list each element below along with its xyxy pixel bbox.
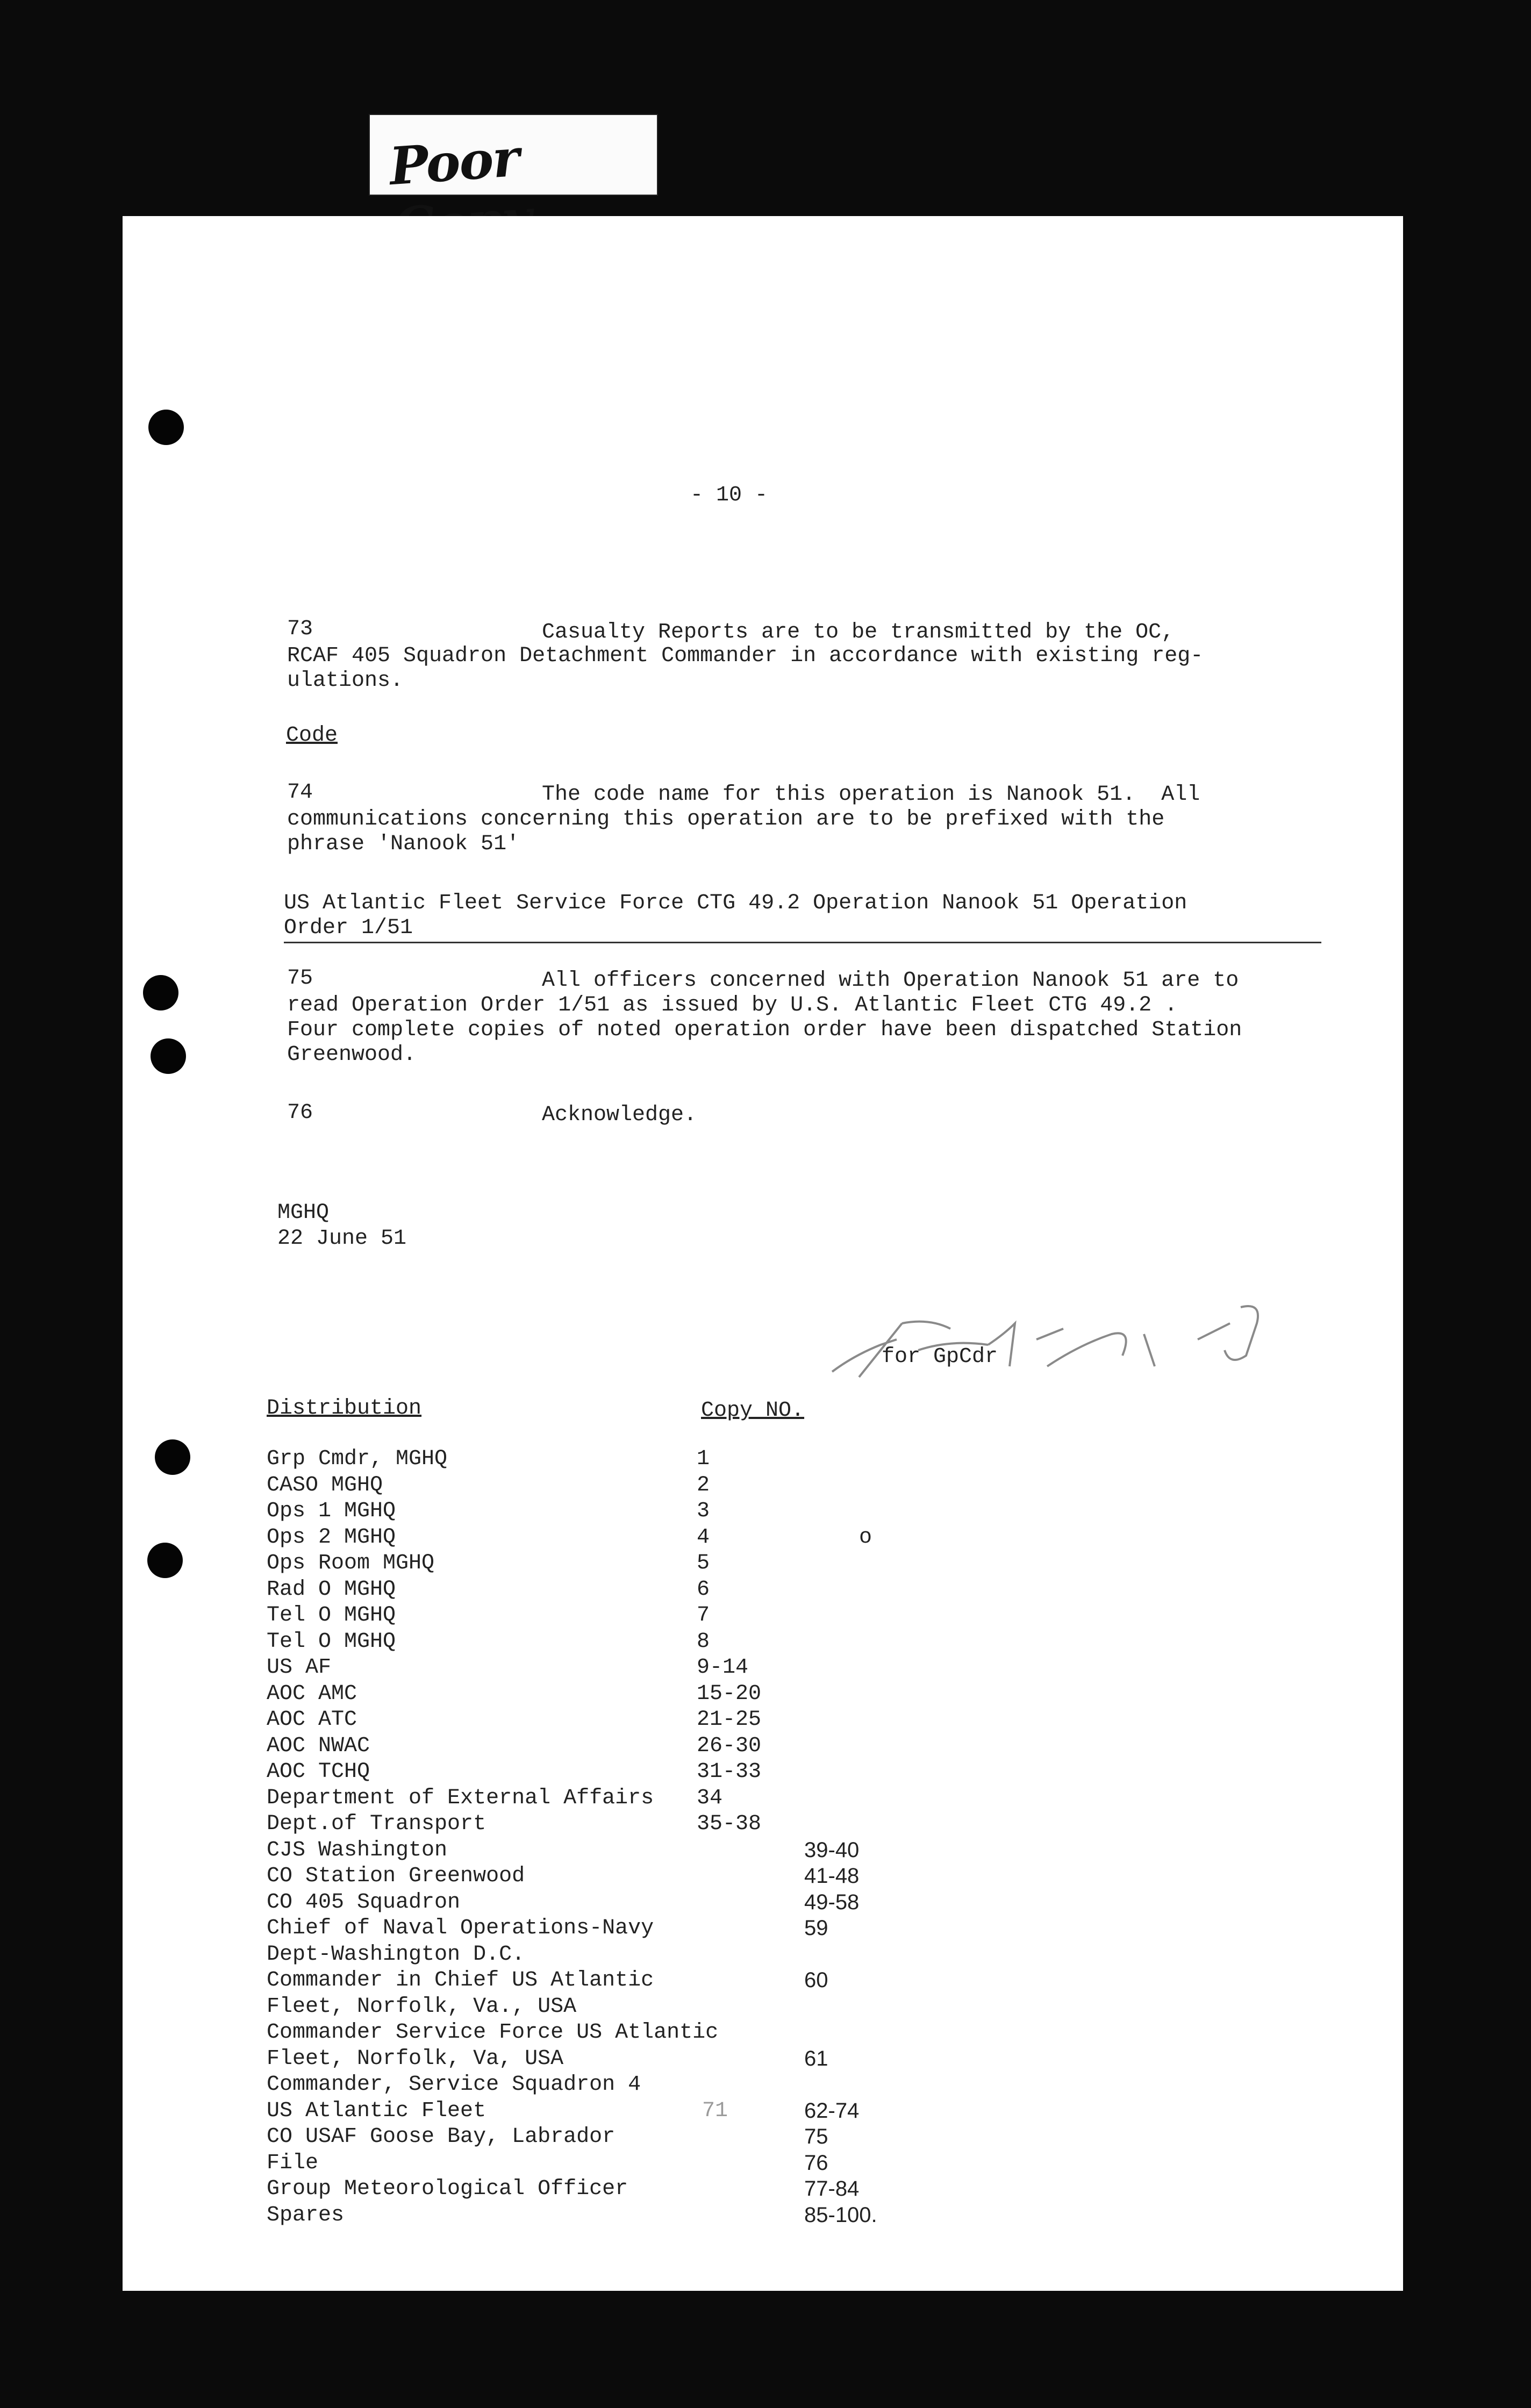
para73-line2: RCAF 405 Squadron Detachment Commander in accordance with existing reg- <box>287 644 1204 668</box>
distribution-recipient: Grp Cmdr, MGHQ <box>267 1447 448 1471</box>
distribution-faint-mark: 71 <box>702 2098 728 2123</box>
para74-line2: communications concerning this operation are to be prefixed with the <box>287 807 1165 832</box>
document-page <box>123 216 1403 2291</box>
distribution-recipient: US Atlantic Fleet <box>267 2098 487 2123</box>
para73-line3: ulations. <box>287 669 404 693</box>
distribution-row <box>267 1708 1019 1731</box>
distribution-recipient: Dept.of Transport <box>267 1812 487 1836</box>
distribution-recipient: CO 405 Squadron <box>267 1890 461 1915</box>
distribution-row <box>267 1447 1019 1471</box>
distribution-row <box>267 2151 1019 2175</box>
distribution-recipient: US AF <box>267 1656 332 1680</box>
distribution-recipient: Tel O MGHQ <box>267 1629 396 1654</box>
distribution-copy-number: 75 <box>804 2125 828 2148</box>
para73-number: 73 <box>287 617 313 641</box>
distribution-row <box>267 1473 1019 1497</box>
distribution-recipient: Fleet, Norfolk, Va., USA <box>267 1994 577 2019</box>
distribution-copy-number: 76 <box>804 2151 828 2175</box>
para75-line1: All officers concerned with Operation Nanook 51 are to <box>542 969 1239 993</box>
para74-line3: phrase 'Nanook 51' <box>287 832 520 856</box>
distribution-recipient: Ops 1 MGHQ <box>267 1499 396 1523</box>
distribution-row <box>267 1968 1019 1992</box>
distribution-row <box>267 1838 1019 1862</box>
distribution-recipient: CJS Washington <box>267 1838 448 1862</box>
para73-line1: Casualty Reports are to be transmitted by the OC, <box>542 620 1175 644</box>
distribution-copy-number: 34 <box>697 1786 723 1810</box>
distribution-row <box>267 1760 1019 1783</box>
distribution-recipient: File <box>267 2151 319 2175</box>
poor-copy-label <box>369 114 658 196</box>
distribution-row <box>267 1734 1019 1758</box>
distribution-copy-number: 31-33 <box>697 1760 762 1784</box>
heading-underline <box>284 942 1321 943</box>
distribution-row <box>267 1630 1019 1653</box>
distribution-row <box>267 1786 1019 1810</box>
punch-hole <box>143 975 178 1010</box>
distribution-recipient: AOC NWAC <box>267 1733 370 1758</box>
punch-hole <box>155 1439 190 1475</box>
distribution-recipient: Commander Service Force US Atlantic <box>267 2020 719 2045</box>
distribution-copy-number: 35-38 <box>697 1812 762 1836</box>
distribution-recipient: Ops 2 MGHQ <box>267 1525 396 1550</box>
distribution-row <box>267 1864 1019 1888</box>
distribution-heading: Distribution <box>267 1396 422 1421</box>
distribution-copy-number: 2 <box>697 1473 710 1497</box>
distribution-copy-number: 41-48 <box>804 1864 860 1888</box>
distribution-row <box>267 1890 1019 1914</box>
distribution-copy-number: 1 <box>697 1447 710 1471</box>
distribution-row <box>267 1499 1019 1523</box>
distribution-row <box>267 2177 1019 2201</box>
origin-hq: MGHQ <box>277 1201 330 1225</box>
distribution-row <box>267 2073 1019 2096</box>
distribution-row <box>267 1995 1019 2018</box>
distribution-copy-number: 85-100. <box>804 2203 877 2227</box>
para74-number: 74 <box>287 780 313 805</box>
distribution-recipient: Tel O MGHQ <box>267 1603 396 1628</box>
distribution-row <box>267 1525 1019 1549</box>
distribution-recipient: Chief of Naval Operations-Navy <box>267 1916 654 1940</box>
distribution-row <box>267 1943 1019 1966</box>
distribution-recipient: CASO MGHQ <box>267 1473 383 1497</box>
copy-no-heading: Copy NO. <box>701 1399 805 1423</box>
code-heading: Code <box>286 723 338 748</box>
distribution-recipient: AOC TCHQ <box>267 1760 370 1784</box>
distribution-row <box>267 1812 1019 1836</box>
punch-hole <box>151 1038 186 1074</box>
distribution-recipient: Group Meteorological Officer <box>267 2177 628 2201</box>
distribution-row <box>267 1682 1019 1705</box>
distribution-recipient: Fleet, Norfolk, Va, USA <box>267 2046 564 2071</box>
distribution-row <box>267 2020 1019 2044</box>
distribution-recipient: AOC ATC <box>267 1708 357 1732</box>
distribution-recipient: Spares <box>267 2203 345 2227</box>
distribution-copy-number: 6 <box>697 1577 710 1602</box>
distribution-copy-number: 3 <box>697 1499 710 1523</box>
distribution-row <box>267 1551 1019 1575</box>
distribution-row <box>267 2203 1019 2227</box>
distribution-recipient: CO Station Greenwood <box>267 1864 525 1888</box>
page-number: - 10 - <box>690 483 768 507</box>
distribution-recipient: Commander, Service Squadron 4 <box>267 2073 641 2097</box>
distribution-copy-number: 62-74 <box>804 2098 860 2123</box>
distribution-recipient: AOC AMC <box>267 1681 357 1706</box>
distribution-copy-number: 26-30 <box>697 1733 762 1758</box>
fleet-heading-line1: US Atlantic Fleet Service Force CTG 49.2 Operation Nanook 51 Operation <box>284 891 1187 915</box>
distribution-row <box>267 2047 1019 2070</box>
poor-copy-handwriting: Poor <box>387 127 521 197</box>
para75-number: 75 <box>287 966 313 991</box>
distribution-row <box>267 2099 1019 2123</box>
punch-hole <box>148 410 184 445</box>
para75-line2: read Operation Order 1/51 as issued by U.S. Atlantic Fleet CTG 49.2 . <box>287 993 1178 1017</box>
para76-text: Acknowledge. <box>542 1103 697 1127</box>
signature-for-gpcdr: for GpCdr <box>882 1345 998 1369</box>
distribution-row <box>267 2125 1019 2148</box>
distribution-recipient: Ops Room MGHQ <box>267 1551 435 1575</box>
distribution-copy-number: 4 <box>697 1525 710 1550</box>
distribution-row <box>267 1578 1019 1601</box>
para76-number: 76 <box>287 1101 313 1125</box>
distribution-copy-number: 60 <box>804 1968 828 1992</box>
stray-mark: o <box>859 1525 872 1550</box>
distribution-copy-number: 9-14 <box>697 1656 749 1680</box>
distribution-recipient: Commander in Chief US Atlantic <box>267 1968 654 1993</box>
distribution-row <box>267 1916 1019 1940</box>
distribution-copy-number: 59 <box>804 1916 828 1940</box>
para75-line4: Greenwood. <box>287 1043 417 1067</box>
distribution-copy-number: 21-25 <box>697 1708 762 1732</box>
para75-line3: Four complete copies of noted operation order have been dispatched Station <box>287 1018 1242 1042</box>
distribution-recipient: Dept-Washington D.C. <box>267 1942 525 1967</box>
distribution-copy-number: 8 <box>697 1629 710 1654</box>
punch-hole <box>147 1543 183 1578</box>
distribution-copy-number: 61 <box>804 2046 828 2070</box>
origin-date: 22 June 51 <box>277 1227 407 1251</box>
distribution-recipient: Department of External Affairs <box>267 1786 654 1810</box>
distribution-recipient: CO USAF Goose Bay, Labrador <box>267 2125 616 2149</box>
distribution-copy-number: 15-20 <box>697 1681 762 1706</box>
distribution-row <box>267 1603 1019 1627</box>
distribution-row <box>267 1656 1019 1679</box>
distribution-copy-number: 77-84 <box>804 2177 860 2201</box>
distribution-copy-number: 7 <box>697 1603 710 1628</box>
distribution-copy-number: 5 <box>697 1551 710 1575</box>
fleet-heading-line2: Order 1/51 <box>284 916 413 940</box>
distribution-recipient: Rad O MGHQ <box>267 1577 396 1602</box>
distribution-copy-number: 49-58 <box>804 1890 860 1914</box>
para74-line1: The code name for this operation is Nanook 51. All <box>542 783 1200 807</box>
distribution-copy-number: 39-40 <box>804 1838 860 1862</box>
